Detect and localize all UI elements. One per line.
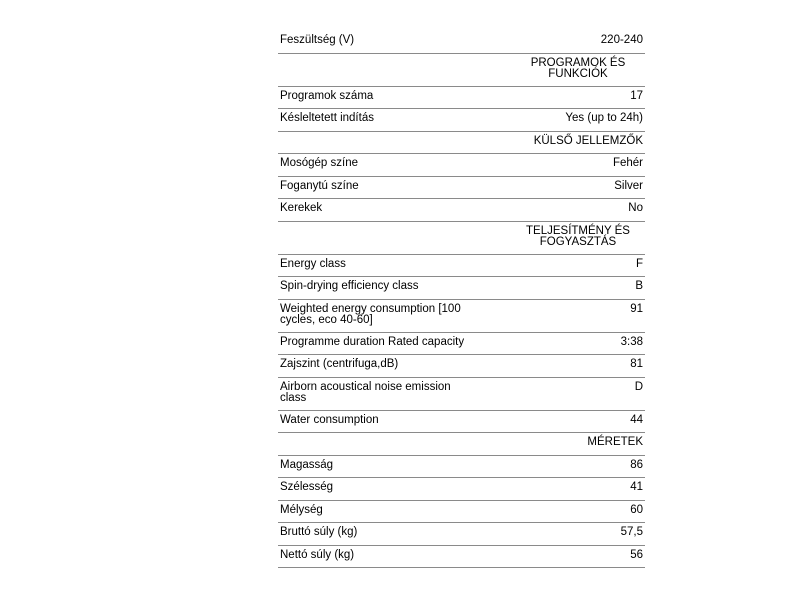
- spec-label: Nettó súly (kg): [280, 548, 355, 561]
- spec-row-wheels: [278, 199, 645, 222]
- spec-row-width: [278, 478, 645, 501]
- spec-value: 3:38: [620, 335, 643, 348]
- spec-row-delayed-start: [278, 109, 645, 132]
- spec-label: Késleltetett indítás: [280, 112, 374, 124]
- spec-label: Airborn acoustical noise emission class: [280, 380, 451, 404]
- spec-label: Weighted energy consumption [100 cycles, eco 40-60]: [280, 302, 461, 326]
- spec-label: Zajszint (centrifuga,dB): [280, 358, 399, 370]
- spec-value: 57,5: [620, 526, 643, 538]
- spec-row-depth: [278, 501, 645, 524]
- section-title: MÉRETEK: [587, 436, 643, 448]
- spec-label: Energy class: [280, 257, 346, 270]
- spec-label: Foganytú színe: [280, 179, 359, 192]
- spec-row-handle-color: [278, 177, 645, 200]
- spec-value: Silver: [614, 179, 643, 192]
- spec-label: Mélység: [280, 503, 323, 516]
- section-title: PROGRAMOK ÉS FUNKCIÓK: [530, 56, 626, 80]
- spec-value: 86: [630, 458, 643, 471]
- spec-row-voltage: [278, 31, 645, 54]
- spec-value: 56: [630, 548, 643, 561]
- spec-value: 41: [630, 481, 643, 493]
- spec-value: 17: [630, 89, 643, 102]
- spec-label: Feszültség (V): [280, 34, 355, 46]
- spec-row-energy-class: [278, 255, 645, 278]
- section-header-exterior: [278, 132, 645, 155]
- spec-row-energy-consumption: [278, 300, 645, 333]
- spec-value: 220-240: [600, 34, 643, 46]
- spec-table: [278, 31, 645, 568]
- spec-row-height: [278, 456, 645, 479]
- spec-label: Water consumption: [280, 413, 379, 426]
- section-title: KÜLSŐ JELLEMZŐK: [533, 134, 643, 147]
- spec-label: Programok száma: [280, 89, 374, 102]
- spec-value: B: [635, 280, 643, 292]
- spec-value: 81: [630, 358, 643, 370]
- spec-value: 44: [630, 413, 643, 426]
- spec-row-programme-duration: [278, 333, 645, 356]
- spec-row-gross-weight: [278, 523, 645, 546]
- spec-value: F: [635, 257, 643, 270]
- spec-value: 60: [630, 503, 643, 516]
- spec-label: Magasság: [280, 458, 334, 471]
- spec-value: Fehér: [612, 157, 643, 169]
- spec-row-noise-level: [278, 355, 645, 378]
- spec-label: Programme duration Rated capacity: [280, 335, 465, 348]
- spec-row-net-weight: [278, 546, 645, 569]
- section-header-programs: [278, 54, 645, 87]
- spec-label: Bruttó súly (kg): [280, 526, 358, 538]
- spec-value: Yes (up to 24h): [565, 112, 643, 124]
- section-title: TELJESÍTMÉNY ÉS FOGYASZTÁS: [526, 224, 630, 248]
- section-header-performance: [278, 222, 645, 255]
- spec-label: Spin-drying efficiency class: [280, 280, 419, 292]
- spec-label: Mosógép színe: [280, 157, 358, 169]
- spec-row-spin-class: [278, 277, 645, 300]
- section-header-dimensions: [278, 433, 645, 456]
- spec-row-program-count: [278, 87, 645, 110]
- spec-row-noise-class: [278, 378, 645, 411]
- spec-label: Kerekek: [280, 202, 323, 214]
- spec-value: D: [634, 380, 643, 393]
- spec-value: 91: [630, 302, 643, 315]
- spec-row-machine-color: [278, 154, 645, 177]
- spec-row-water-consumption: [278, 411, 645, 434]
- spec-label: Szélesség: [280, 481, 334, 493]
- spec-value: No: [628, 202, 643, 214]
